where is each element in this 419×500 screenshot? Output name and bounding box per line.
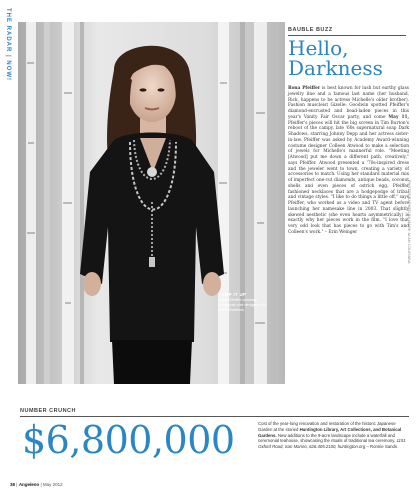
- article-byline: – Erin Weinger: [323, 229, 358, 235]
- section-now: NOW!: [5, 60, 11, 82]
- article-lead-name: Rona Pfeiffer: [288, 86, 321, 91]
- issue-date: May 2012: [42, 482, 63, 487]
- article-date: May 11,: [388, 114, 409, 120]
- headline-line-2: Darkness: [288, 56, 383, 80]
- portrait-photo: [18, 22, 285, 384]
- article-body-part-2: Pfeiffer's pieces will hit the big screen in Tim Burton's reboot of the campy, late '60s supernatural soap Dark Shadows, starring Johnny Depp and her actress sister-in-law. Pfeiffer was asked by Academy Award-winning costume designer Colleen Atwood to make a selection of jewels for Michelle's mannerful role. "Meeting [Atwood] put me down a different path, creatively," says Pfeiffer. Atwood presented a '70s-inspired dress and the jeweler went to town, creating a variety of accessories to match. Using her standard material mix of imperfect one-cut diamonds, antique beads, coconut shells and even pieces of ostrich egg, Pfeiffer fashioned necklaces that are a hodgepodge of tribal and vintage styles. "I like to do things a little off," says Pfeiffer, who worked as a video and TV agent before launching her namesake line in 2003. That slightly skewed aesthetic (she even hearts asymmetrically) is exactly why her pieces work in the film. "I love that very odd look that has pieces to go with Tim's and Colleen's work.": [288, 120, 409, 235]
- number-crunch-divider: [20, 416, 409, 417]
- nc-text-bold: Huntington Library, Art Collections, and Botanical Gardens.: [258, 426, 402, 438]
- article-body: [288, 86, 409, 236]
- section-spine: [5, 8, 16, 82]
- footer-divider: |: [16, 482, 19, 487]
- nc-text-address: 1151 Oxford Road, San Marino, 626.405.2100, huntington.org: [258, 438, 406, 450]
- number-crunch-label: NUMBER CRUNCH: [20, 408, 76, 414]
- magazine-name: Angeleno: [18, 482, 40, 487]
- page-number: 38: [10, 482, 16, 487]
- spine-separator: |: [5, 52, 11, 61]
- caption-title: VAMP IT UP: [218, 292, 247, 297]
- nc-text-byline: – Ronnie Sands: [365, 444, 398, 450]
- photo-credit: PHOTOGRAPHED BY MARK ALAN LOUISANA: [407, 180, 411, 264]
- article-kicker: BAUBLE BUZZ: [288, 27, 333, 33]
- page-footer: [10, 482, 63, 487]
- article-headline: [288, 38, 408, 78]
- number-crunch-text: [258, 421, 409, 450]
- portrait-illustration: [18, 22, 285, 384]
- nc-text-part-1: Cost of the year-long renovation and restoration of the historic Japanese Garden at the storied: [258, 421, 396, 432]
- number-crunch-amount: $6,800,000: [22, 418, 235, 462]
- section-label: THE RADAR: [5, 8, 11, 53]
- headline-line-1: Hello,: [288, 36, 349, 60]
- nc-text-part-2: New additions to the 9-acre landscape include a waterfall and ceremonial teahouse, showcasing the rituals of traditional tea ceremony.: [258, 432, 397, 444]
- footer-divider-2: |: [40, 482, 43, 487]
- photo-caption: [218, 292, 273, 312]
- article-body-part-1: is best known for lush but earthy glass jewelry line and a famous last name (her husband, Rick, happens to be actress Michelle's older brother). Fashion muscleist Gizelle: Goodwin spotted Pfeiffer's diamond-encrusted and bead-laden pieces in this year's Vanity Fair Oscar party, and come: [288, 86, 410, 120]
- caption-body: Rona Pfeiffer wearing necklaces she designed for Dark Shadows: [218, 297, 267, 312]
